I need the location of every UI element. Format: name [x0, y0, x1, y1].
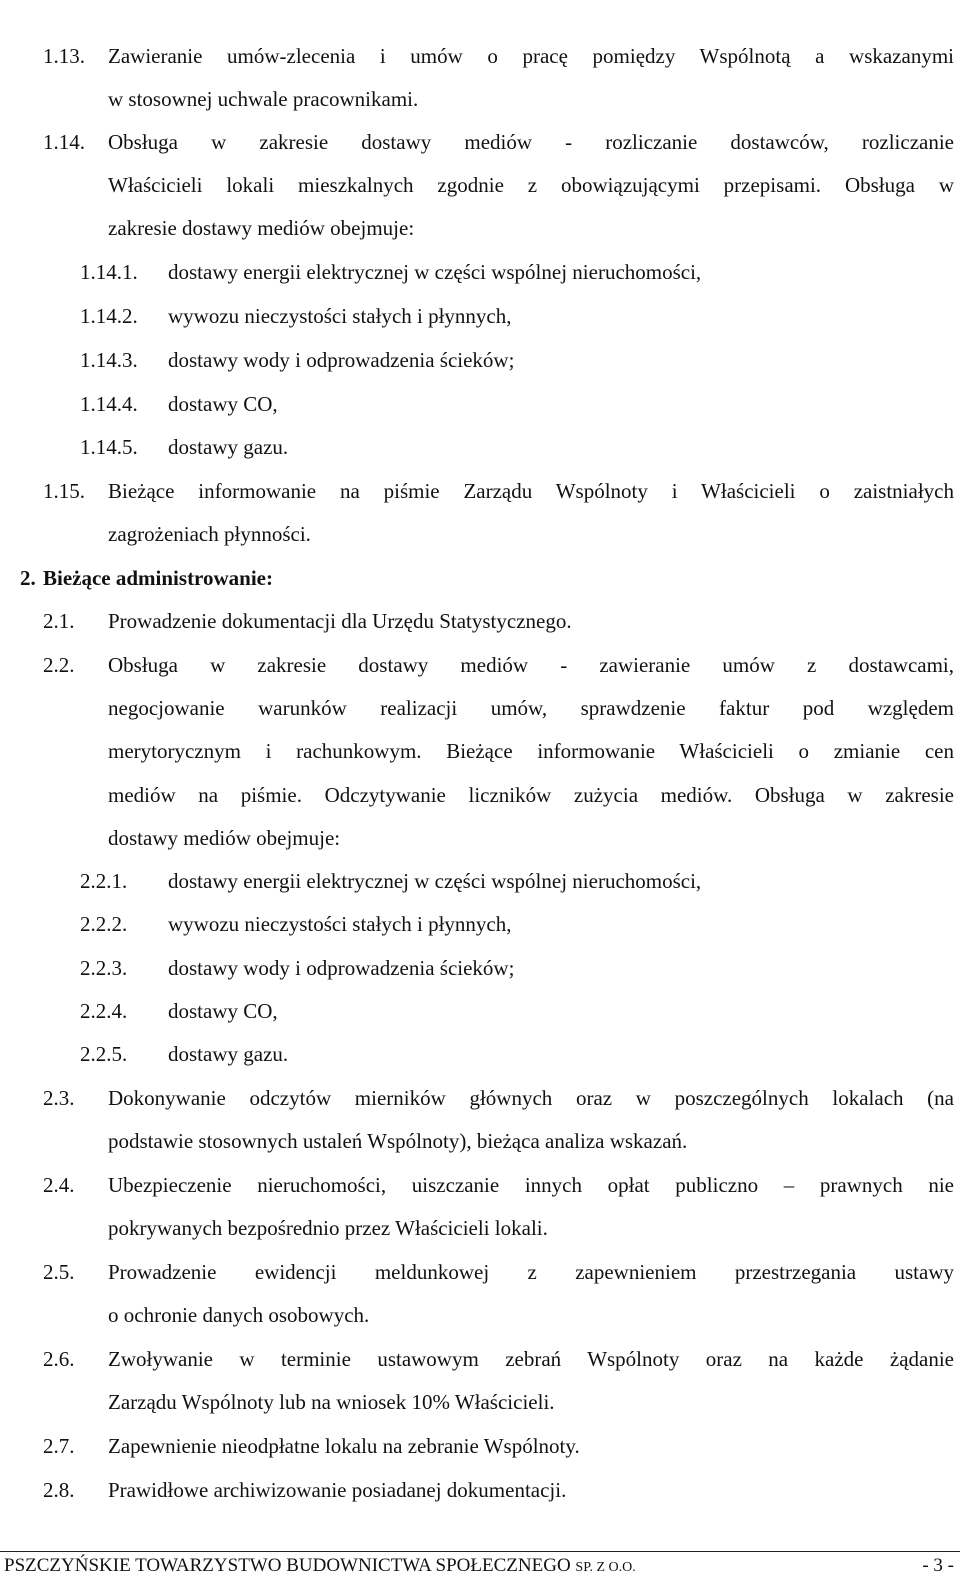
item-number: 1.14.2. [80, 304, 138, 328]
list-item [0, 996, 960, 1026]
paragraph-text: o ochronie danych osobowych. [108, 1303, 370, 1327]
paragraph-number: 1.15. [43, 479, 85, 503]
paragraph-text: zagrożeniach płynności. [108, 522, 311, 546]
paragraph-2-5-line-1 [0, 1257, 960, 1287]
page-number: - 3 - [922, 1555, 954, 1576]
list-item [0, 257, 960, 287]
item-text: dostawy energii elektrycznej w części wspólnej nieruchomości, [168, 869, 702, 893]
item-number: 2.2.2. [80, 912, 128, 936]
paragraph-2-4-line-1 [0, 1170, 960, 1200]
paragraph-text: Dokonywanie odczytów mierników głównych oraz w poszczególnych lokalach (na [108, 1086, 954, 1110]
paragraph-text: mediów na piśmie. Odczytywanie liczników zużycia mediów. Obsługa w zakresie [108, 783, 954, 807]
item-number: 2.2.1. [80, 869, 128, 893]
paragraph-text: Prowadzenie ewidencji meldunkowej z zapewnieniem przestrzegania ustawy [108, 1260, 954, 1284]
list-item [0, 432, 960, 462]
section-2-heading [0, 563, 960, 593]
paragraph-text: Zarządu Wspólnoty lub na wniosek 10% Właścicieli. [108, 1390, 555, 1414]
paragraph-1-14-line-2 [0, 170, 960, 200]
footer-org-suffix: SP. Z O.O. [575, 1560, 636, 1575]
paragraph-text: Właścicieli lokali mieszkalnych zgodnie z obowiązującymi przepisami. Obsługa w [108, 173, 954, 197]
paragraph-text: merytorycznym i rachunkowym. Bieżące informowanie Właścicieli o zmianie cen [108, 739, 954, 763]
paragraph-2-8 [0, 1475, 960, 1505]
paragraph-text: Obsługa w zakresie dostawy mediów - rozliczanie dostawców, rozliczanie [108, 130, 954, 154]
paragraph-text: Obsługa w zakresie dostawy mediów - zawieranie umów z dostawcami, [108, 653, 954, 677]
paragraph-2-4-line-2 [0, 1213, 960, 1243]
item-text: dostawy gazu. [168, 435, 289, 459]
item-text: dostawy wody i odprowadzenia ścieków; [168, 956, 515, 980]
paragraph-number: 1.14. [43, 130, 85, 154]
paragraph-number: 1.13. [43, 44, 85, 68]
item-number: 2.2.3. [80, 956, 128, 980]
paragraph-2-2-line-5 [0, 823, 960, 853]
paragraph-number: 2.8. [43, 1478, 75, 1502]
paragraph-1-13-line-1 [0, 41, 960, 71]
paragraph-number: 2.6. [43, 1347, 75, 1371]
paragraph-text: Bieżące informowanie na piśmie Zarządu Wspólnoty i Właścicieli o zaistniałych [108, 479, 954, 503]
page-footer [0, 1555, 960, 1577]
paragraph-text: Zwoływanie w terminie ustawowym zebrań Wspólnoty oraz na każde żądanie [108, 1347, 954, 1371]
list-item [0, 866, 960, 896]
paragraph-1-13-line-2 [0, 84, 960, 114]
item-number: 2.2.4. [80, 999, 128, 1023]
paragraph-1-14-line-1 [0, 127, 960, 157]
item-text: dostawy energii elektrycznej w części wspólnej nieruchomości, [168, 260, 702, 284]
paragraph-2-6-line-2 [0, 1387, 960, 1417]
list-item [0, 1039, 960, 1069]
section-title: Bieżące administrowanie: [43, 566, 273, 590]
item-text: dostawy CO, [168, 392, 278, 416]
item-text: wywozu nieczystości stałych i płynnych, [168, 912, 512, 936]
paragraph-1-15-line-2 [0, 519, 960, 549]
paragraph-1-14-line-3 [0, 213, 960, 243]
paragraph-number: 2.1. [43, 609, 75, 633]
paragraph-text: Prowadzenie dokumentacji dla Urzędu Statystycznego. [108, 609, 572, 633]
paragraph-1-15-line-1 [0, 476, 960, 506]
paragraph-number: 2.3. [43, 1086, 75, 1110]
paragraph-2-1 [0, 606, 960, 636]
list-item [0, 909, 960, 939]
item-text: dostawy wody i odprowadzenia ścieków; [168, 348, 515, 372]
paragraph-text: dostawy mediów obejmuje: [108, 826, 341, 850]
paragraph-2-5-line-2 [0, 1300, 960, 1330]
paragraph-2-2-line-4 [0, 780, 960, 810]
item-number: 1.14.4. [80, 392, 138, 416]
paragraph-text: negocjowanie warunków realizacji umów, sprawdzenie faktur pod względem [108, 696, 954, 720]
list-item [0, 953, 960, 983]
footer-organization [4, 1555, 636, 1579]
paragraph-2-3-line-1 [0, 1083, 960, 1113]
paragraph-text: Prawidłowe archiwizowanie posiadanej dokumentacji. [108, 1478, 567, 1502]
paragraph-text: pokrywanych bezpośrednio przez Właścicieli lokali. [108, 1216, 548, 1240]
footer-divider [0, 1551, 960, 1552]
item-number: 1.14.5. [80, 435, 138, 459]
paragraph-text: Ubezpieczenie nieruchomości, uiszczanie innych opłat publiczno – prawnych nie [108, 1173, 954, 1197]
list-item [0, 389, 960, 419]
paragraph-number: 2.5. [43, 1260, 75, 1284]
paragraph-text: Zawieranie umów-zlecenia i umów o pracę pomiędzy Wspólnotą a wskazanymi [108, 44, 954, 68]
section-number: 2. [20, 566, 36, 590]
list-item [0, 301, 960, 331]
paragraph-number: 2.4. [43, 1173, 75, 1197]
paragraph-text: Zapewnienie nieodpłatne lokalu na zebranie Wspólnoty. [108, 1434, 580, 1458]
paragraph-2-7 [0, 1431, 960, 1461]
paragraph-text: w stosownej uchwale pracownikami. [108, 87, 419, 111]
paragraph-text: podstawie stosownych ustaleń Wspólnoty), bieżąca analiza wskazań. [108, 1129, 688, 1153]
item-text: dostawy gazu. [168, 1042, 289, 1066]
item-number: 2.2.5. [80, 1042, 128, 1066]
footer-org-name: PSZCZYŃSKIE TOWARZYSTWO BUDOWNICTWA SPOŁECZNEGO [4, 1555, 571, 1576]
item-text: dostawy CO, [168, 999, 278, 1023]
paragraph-2-2-line-3 [0, 736, 960, 766]
list-item [0, 345, 960, 375]
paragraph-number: 2.2. [43, 653, 75, 677]
paragraph-number: 2.7. [43, 1434, 75, 1458]
paragraph-2-6-line-1 [0, 1344, 960, 1374]
paragraph-2-2-line-2 [0, 693, 960, 723]
paragraph-2-3-line-2 [0, 1126, 960, 1156]
item-number: 1.14.1. [80, 260, 138, 284]
paragraph-2-2-line-1 [0, 650, 960, 680]
paragraph-text: zakresie dostawy mediów obejmuje: [108, 216, 415, 240]
item-text: wywozu nieczystości stałych i płynnych, [168, 304, 512, 328]
item-number: 1.14.3. [80, 348, 138, 372]
